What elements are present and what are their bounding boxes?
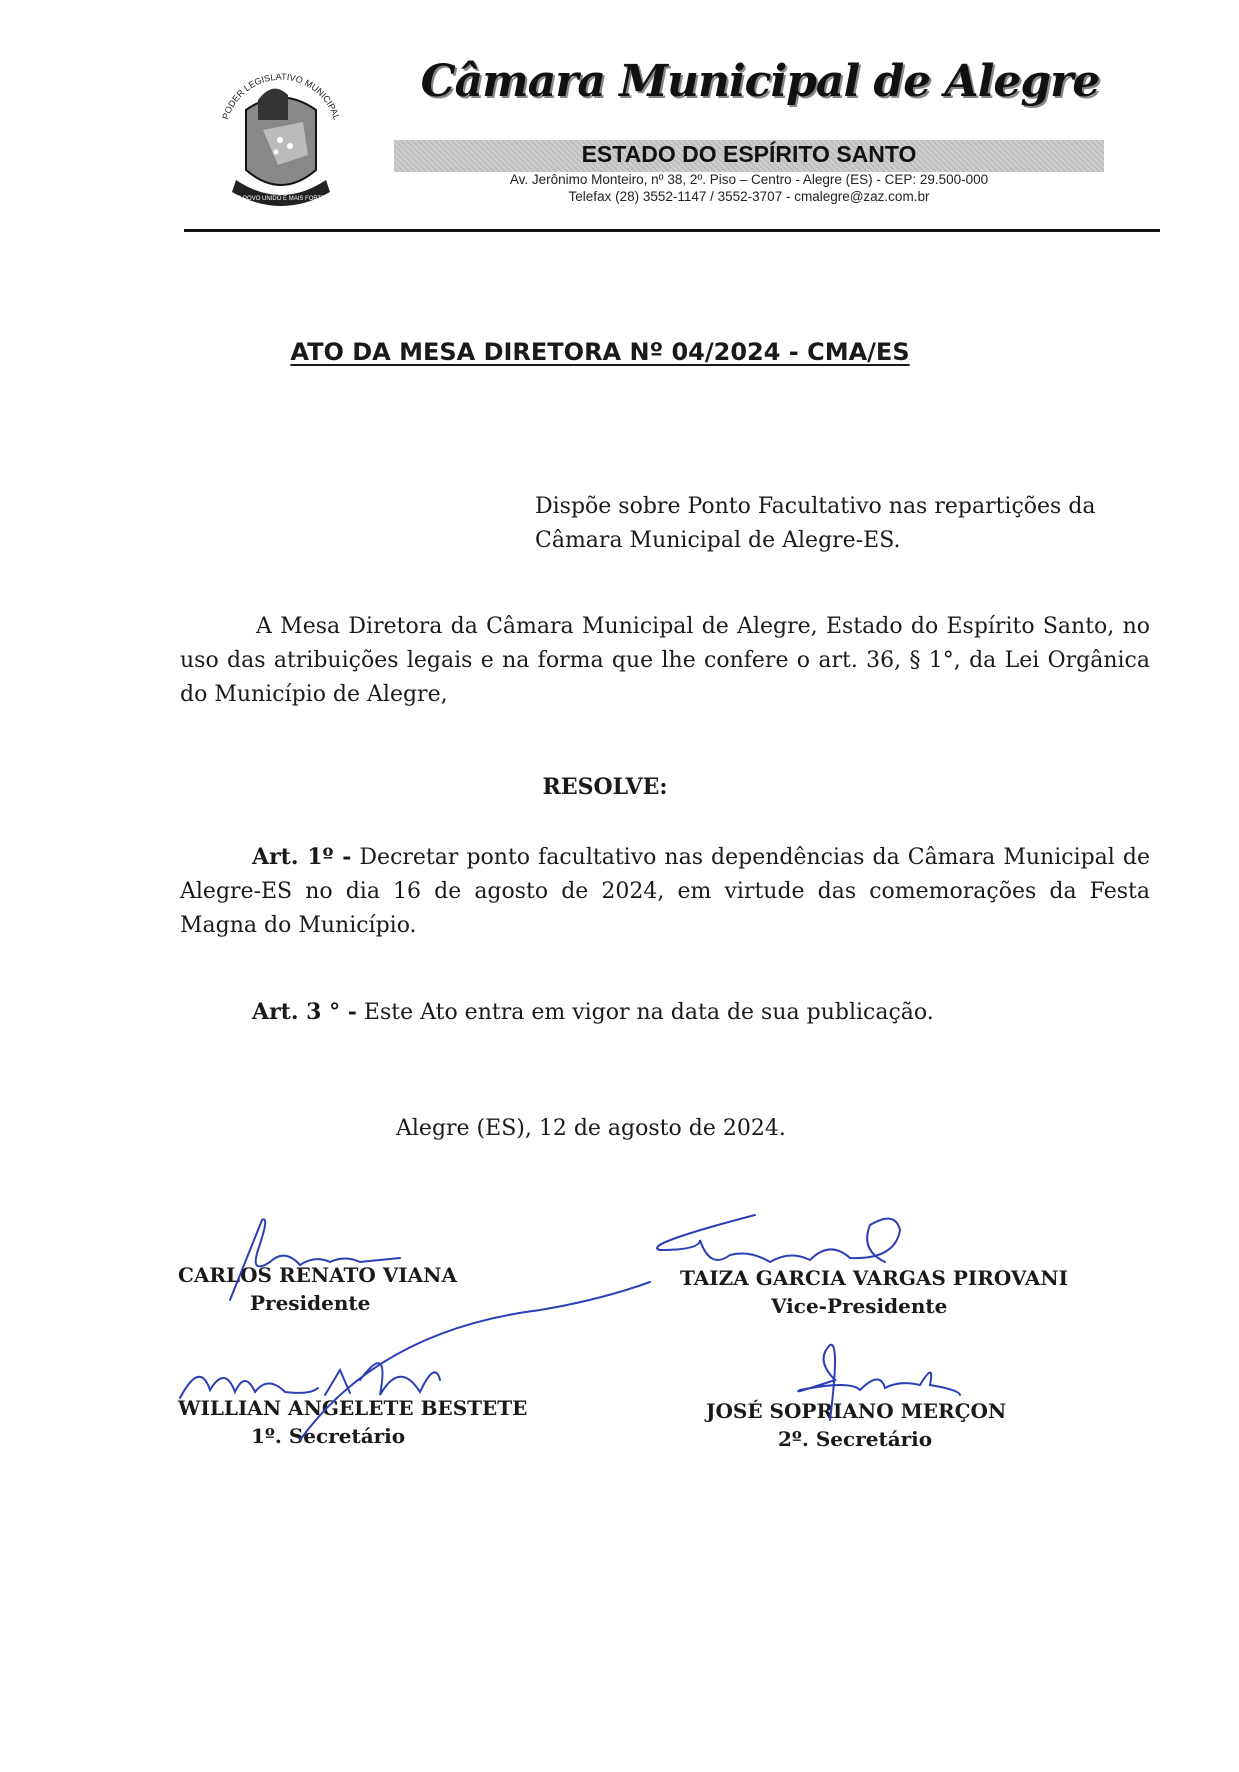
svg-text:PODER LEGISLATIVO MUNICIPAL: PODER LEGISLATIVO MUNICIPAL <box>220 71 342 122</box>
state-name: ESTADO DO ESPÍRITO SANTO <box>581 141 917 167</box>
article-text: Decretar ponto facultativo nas dependências da Câmara Municipal de Alegre-ES no dia 16 de agosto de 2024, em virtude das comemorações da Festa Magna do Município. <box>180 845 1150 938</box>
signatory-role: 2º. Secretário <box>778 1427 933 1451</box>
institution-title: Câmara Municipal de Alegre <box>420 56 1100 107</box>
signatory-name: WILLIAN ANGELETE BESTETE <box>178 1396 528 1420</box>
document-title: ATO DA MESA DIRETORA Nº 04/2024 - CMA/ES <box>290 338 910 366</box>
article-1 <box>180 840 1150 943</box>
svg-text:O POVO UNIDO É MAIS FORTE: O POVO UNIDO É MAIS FORTE <box>236 196 326 202</box>
article-label: Art. 3 ° - <box>252 999 357 1025</box>
header-divider <box>184 229 1160 232</box>
preamble: A Mesa Diretora da Câmara Municipal de Alegre, Estado do Espírito Santo, no uso das atribuições legais e na forma que lhe confere o art. 36, § 1°, da Lei Orgânica do Município de Alegre, <box>180 614 1150 707</box>
article-3 <box>180 995 1150 1030</box>
signatory-name: CARLOS RENATO VIANA <box>178 1263 457 1287</box>
signature-vice-president <box>657 1215 900 1262</box>
date-line: Alegre (ES), 12 de agosto de 2024. <box>396 1116 786 1141</box>
address: Av. Jerônimo Monteiro, nº 38, 2º. Piso – Centro - Alegre (ES) - CEP: 29.500-000 <box>509 172 989 187</box>
signatory-name: TAIZA GARCIA VARGAS PIROVANI <box>680 1266 1069 1290</box>
signatory-role: Presidente <box>250 1291 371 1315</box>
ementa: Dispõe sobre Ponto Facultativo nas repartições da Câmara Municipal de Alegre-ES. <box>535 494 1096 553</box>
signature-president <box>230 1219 400 1300</box>
article-text: Este Ato entra em vigor na data de sua publicação. <box>356 1000 934 1025</box>
signatory-role: Vice-Presidente <box>771 1294 948 1318</box>
signatory-role: 1º. Secretário <box>251 1424 406 1448</box>
article-label: Art. 1º - <box>252 844 352 870</box>
resolve-heading: RESOLVE: <box>542 774 668 800</box>
municipal-seal-logo <box>218 60 344 216</box>
signatory-name: JOSÉ SOPRIANO MERÇON <box>706 1399 1007 1423</box>
contact: Telefax (28) 3552-1147 / 3552-3707 - cmalegre@zaz.com.br <box>568 189 930 204</box>
